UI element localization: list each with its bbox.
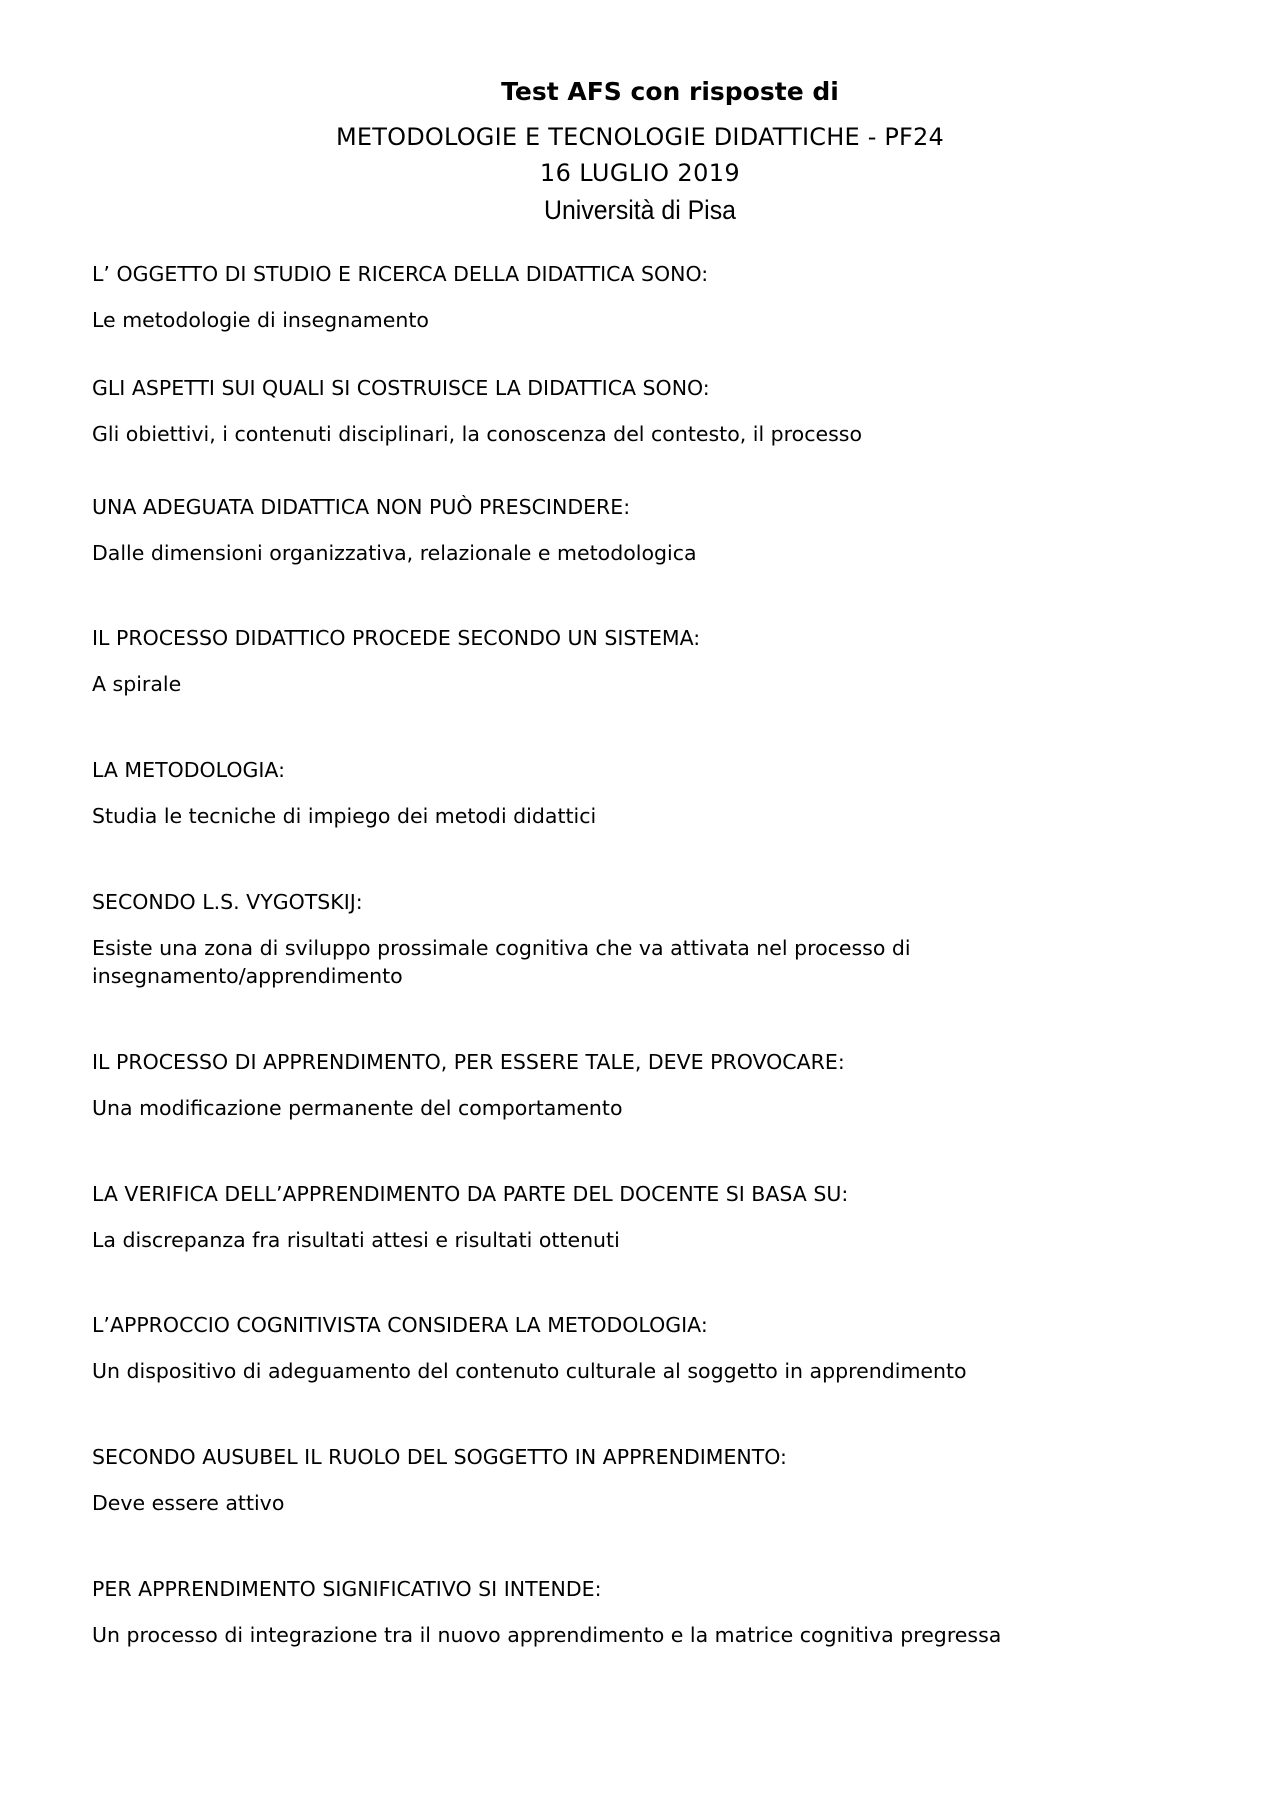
answer-text-multiline	[92, 934, 1202, 990]
document-date: 16 LUGLIO 2019	[539, 159, 741, 187]
answer-text: La discrepanza fra risultati attesi e risultati ottenuti	[92, 1228, 620, 1252]
qa-item	[92, 888, 1202, 990]
document-university: Università di Pisa	[544, 195, 736, 225]
qa-item	[92, 1180, 1202, 1254]
answer-text: Una modificazione permanente del comportamento	[92, 1096, 623, 1120]
qa-item	[92, 756, 1202, 830]
document-header	[0, 72, 1280, 230]
question-text: SECONDO AUSUBEL IL RUOLO DEL SOGGETTO IN APPRENDIMENTO:	[92, 1445, 787, 1469]
qa-item	[92, 1311, 1202, 1385]
qa-item	[92, 260, 1202, 334]
question-text: LA VERIFICA DELL’APPRENDIMENTO DA PARTE DEL DOCENTE SI BASA SU:	[92, 1182, 849, 1206]
question-text: IL PROCESSO DI APPRENDIMENTO, PER ESSERE TALE, DEVE PROVOCARE:	[92, 1050, 845, 1074]
qa-item	[92, 374, 1202, 448]
document-subtitle: METODOLOGIE E TECNOLOGIE DIDATTICHE - PF24	[335, 123, 944, 151]
document-title: Test AFS con risposte di	[501, 77, 839, 106]
question-text: SECONDO L.S. VYGOTSKIJ:	[92, 890, 363, 914]
question-text: LA METODOLOGIA:	[92, 758, 285, 782]
answer-text: A spirale	[92, 672, 182, 696]
answer-text: Le metodologie di insegnamento	[92, 308, 429, 332]
question-text: IL PROCESSO DIDATTICO PROCEDE SECONDO UN SISTEMA:	[92, 626, 701, 650]
question-text: UNA ADEGUATA DIDATTICA NON PUÒ PRESCINDERE:	[92, 495, 631, 519]
qa-item	[92, 1443, 1202, 1517]
answer-line: insegnamento/apprendimento	[92, 964, 403, 988]
qa-item	[92, 624, 1202, 698]
answer-text: Un processo di integrazione tra il nuovo apprendimento e la matrice cognitiva pregressa	[92, 1623, 1002, 1647]
qa-item	[92, 1575, 1202, 1649]
question-text: GLI ASPETTI SUI QUALI SI COSTRUISCE LA DIDATTICA SONO:	[92, 376, 710, 400]
qa-item	[92, 493, 1202, 567]
question-text: L’ OGGETTO DI STUDIO E RICERCA DELLA DIDATTICA SONO:	[92, 262, 709, 286]
answer-text: Deve essere attivo	[92, 1491, 285, 1515]
answer-line: Esiste una zona di sviluppo prossimale cognitiva che va attivata nel processo di	[92, 936, 911, 960]
answer-text: Dalle dimensioni organizzativa, relazionale e metodologica	[92, 541, 697, 565]
question-text: L’APPROCCIO COGNITIVISTA CONSIDERA LA METODOLOGIA:	[92, 1313, 708, 1337]
answer-text: Un dispositivo di adeguamento del contenuto culturale al soggetto in apprendimento	[92, 1359, 967, 1383]
answer-text: Studia le tecniche di impiego dei metodi didattici	[92, 804, 597, 828]
question-text: PER APPRENDIMENTO SIGNIFICATIVO SI INTENDE:	[92, 1577, 602, 1601]
qa-item	[92, 1048, 1202, 1122]
answer-text: Gli obiettivi, i contenuti disciplinari, la conoscenza del contesto, il processo	[92, 422, 862, 446]
